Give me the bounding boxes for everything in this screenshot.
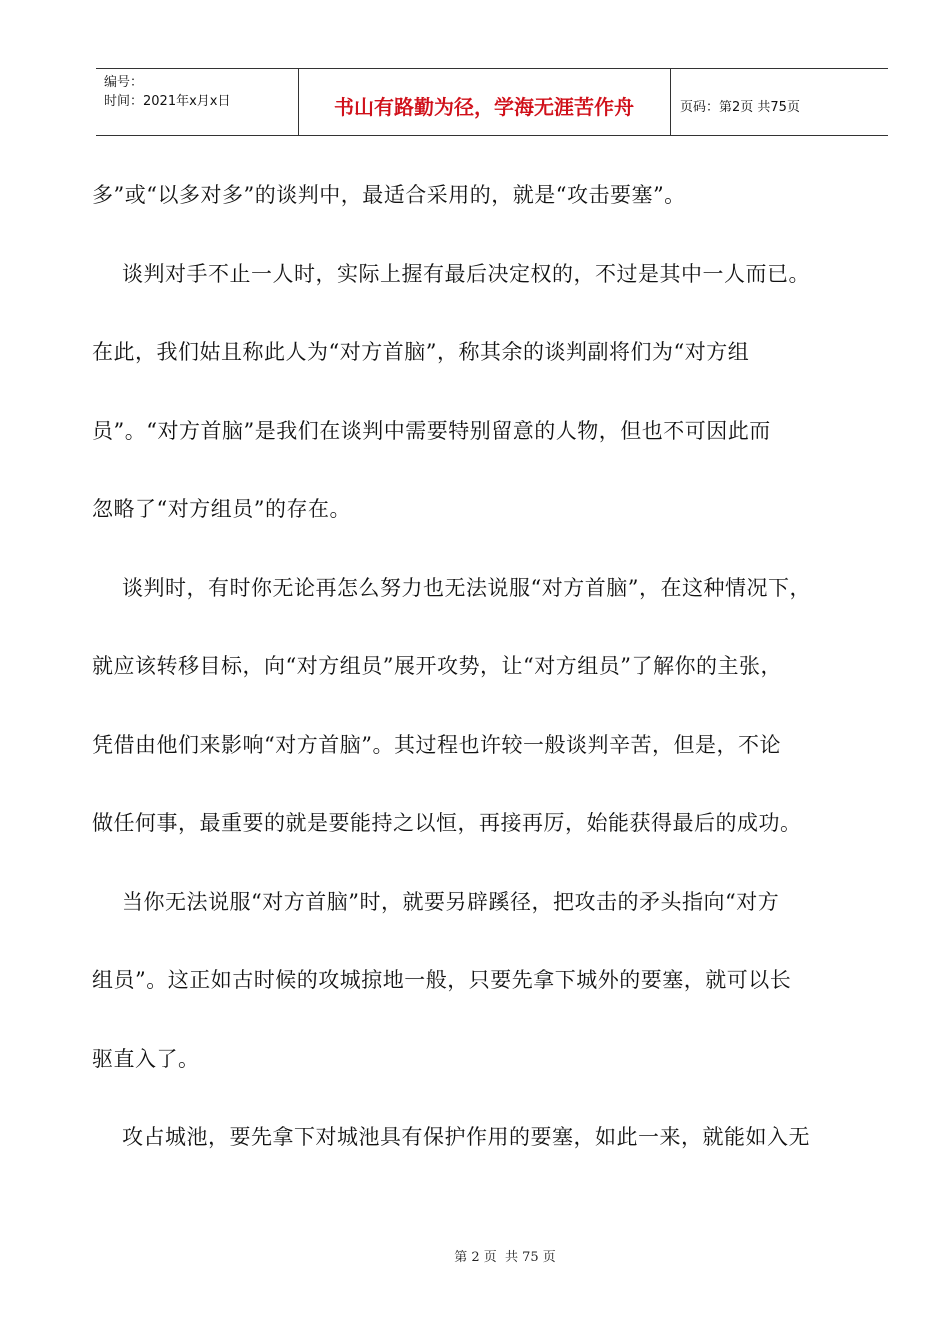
page-header — [96, 68, 888, 136]
header-meta — [104, 73, 230, 111]
header-page-info: 页码：第2页 共75页 — [680, 99, 800, 115]
text-line: 多”或“以多对多”的谈判中，最适合采用的，就是“攻击要塞”。 — [92, 183, 686, 207]
text-line: 谈判对手不止一人时，实际上握有最后决定权的，不过是其中一人而已。 — [122, 261, 810, 286]
text-line: 员”。“对方首脑”是我们在谈判中需要特别留意的人物，但也不可因此而 — [92, 418, 771, 443]
page-footer: 第 2 页 共 75 页 — [454, 1250, 556, 1265]
text-line: 在此，我们姑且称此人为“对方首脑”，称其余的谈判副将们为“对方组 — [92, 340, 750, 364]
text-line: 凭借由他们来影响“对方首脑”。其过程也许较一般谈判辛苦，但是，不论 — [92, 732, 781, 757]
text-line: 组员”。这正如古时候的攻城掠地一般，只要先拿下城外的要塞，就可以长 — [92, 968, 792, 992]
time-label: 时间：2021年x月x日 — [104, 94, 231, 109]
text-line: 当你无法说服“对方首脑”时，就要另辟蹊径，把攻击的矛头指向“对方 — [122, 889, 780, 914]
text-line: 就应该转移目标，向“对方组员”展开攻势，让“对方组员”了解你的主张， — [92, 654, 782, 678]
text-line: 驱直入了。 — [92, 1046, 200, 1071]
text-line: 做任何事，最重要的就是要能持之以恒，再接再厉，始能获得最后的成功。 — [92, 811, 802, 835]
document-body — [92, 160, 912, 1181]
header-divider — [670, 69, 671, 135]
header-motto: 书山有路勤为径，学海无涯苦作舟 — [334, 94, 634, 119]
text-line: 攻占城池，要先拿下对城池具有保护作用的要塞，如此一来，就能如入无 — [122, 1125, 810, 1149]
text-line: 忽略了“对方组员”的存在。 — [92, 497, 351, 521]
serial-label: 编号： — [104, 75, 144, 90]
text-line: 谈判时，有时你无论再怎么努力也无法说服“对方首脑”，在这种情况下， — [122, 575, 811, 600]
